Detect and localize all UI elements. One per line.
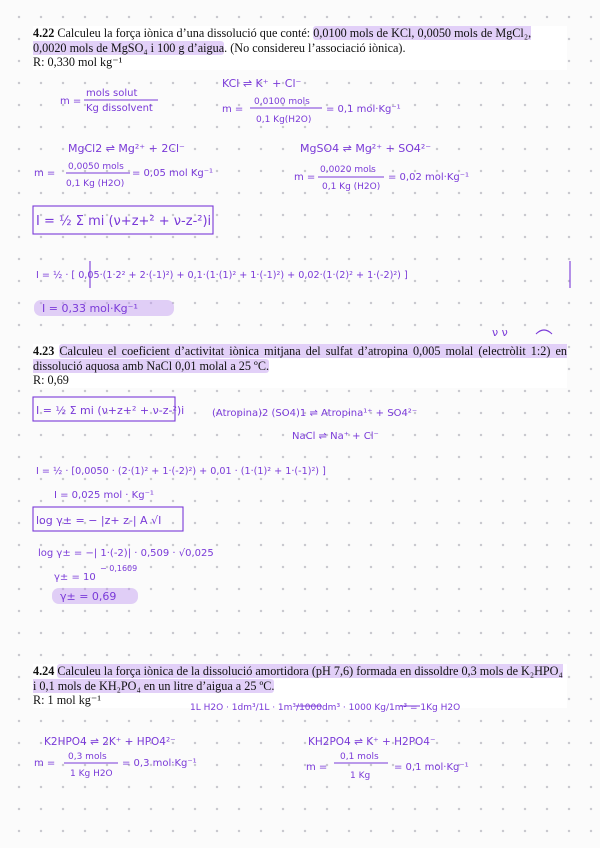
kh2po4-den: 1 Kg	[350, 771, 371, 781]
mgso4-result: = 0,02 mol·Kg⁻¹	[388, 172, 470, 183]
mgcl2-result: = 0,05 mol Kg⁻¹	[132, 168, 214, 179]
k2hpo4-lhs: m =	[34, 758, 56, 769]
mgcl2-den: 0,1 Kg (H2O)	[66, 179, 125, 189]
problem-text: Calculeu la força iònica de la dissolució amortidora (pH 7,6) formada en dissoldre 0,3 mols de K₂HPO₄ i 0,1 mols de KH₂PO₄ en un litre d’aigua a 25 ºC.	[33, 664, 563, 693]
problem-answer: R: 1 mol kg⁻¹	[33, 693, 101, 707]
nacl-equilibrium: NaCl ⇌ Na⁺ + Cl⁻	[292, 431, 379, 442]
gamma-exponent: − 0,1609	[100, 564, 138, 573]
k2hpo4-num: 0,3 mols	[68, 752, 107, 762]
atropine-equilibrium: (Atropina)2 (SO4)1 ⇌ Atropina¹⁺ + SO4²⁻	[212, 408, 418, 419]
mgso4-lhs: m =	[294, 172, 316, 183]
unit-conversion: 1L H2O · 1dm³/1L · 1m³/1000dm³ · 1000 Kg/1m³ = 1Kg H2O	[190, 703, 461, 713]
problem-text-tail: . (No considereu l’associació iònica).	[224, 40, 406, 55]
k2hpo4-result: = 0,3 mol·Kg⁻¹	[122, 758, 197, 769]
ionic-strength-calc: I = ½ · [0,0050 · (2·(1)² + 1·(-2)²) + 0,01 · (1·(1)² + 1·(-1)²) ]	[36, 466, 326, 477]
nu-labels: ν ν	[492, 326, 508, 339]
kcl-den: 0,1 Kg(H2O)	[256, 115, 312, 125]
kh2po4-equilibrium: KH2PO4 ⇌ K⁺ + H2PO4⁻	[308, 736, 436, 748]
kcl-equilibrium: KCl ⇌ K⁺ + Cl⁻	[222, 77, 302, 90]
ionic-strength-value: I = 0,025 mol · Kg⁻¹	[54, 490, 154, 501]
mgcl2-equilibrium: MgCl2 ⇌ Mg²⁺ + 2Cl⁻	[68, 142, 185, 155]
mgso4-num: 0,0020 mols	[320, 165, 376, 175]
mgso4-den: 0,1 Kg (H2O)	[322, 182, 381, 192]
molal-definition-lhs: m =	[60, 96, 82, 107]
kcl-lhs: m =	[222, 104, 244, 115]
k2hpo4-equilibrium: K2HPO4 ⇌ 2K⁺ + HPO4²⁻	[44, 736, 176, 748]
ionic-strength-calc: I = ½ · [ 0,05·(1·2² + 2·(-1)²) + 0,1·(1·(1)² + 1·(-1)²) + 0,02·(1·(2)² + 1·(-2)²) ]	[36, 270, 408, 281]
debye-huckel-formula: log γ± = − |z+ z-| A √I	[36, 514, 162, 527]
k2hpo4-den: 1 Kg H2O	[70, 769, 113, 779]
mgcl2-num: 0,0050 mols	[68, 162, 124, 172]
problem-text: Calculeu la força iònica d’una dissolució que conté:	[57, 26, 314, 40]
kcl-num: 0,0100 mols	[254, 97, 310, 107]
ionic-strength-formula: I = ½ Σ mi (ν+z+² + ν-z-²)i	[36, 404, 185, 417]
problem-answer: R: 0,330 mol kg⁻¹	[33, 55, 123, 69]
kh2po4-result: = 0,1 mol·Kg⁻¹	[394, 762, 469, 773]
kh2po4-num: 0,1 mols	[340, 752, 379, 762]
molal-definition-num: mols solut	[86, 88, 138, 99]
kh2po4-lhs: m =	[306, 762, 328, 773]
problem-number: 4.24	[33, 664, 55, 678]
debye-huckel-calc: log γ± = −| 1·(-2)| · 0,509 · √0,025	[38, 548, 214, 559]
problem-number: 4.22	[33, 26, 55, 40]
ionic-strength-formula: I = ½ Σ mi (ν+z+² + ν-z-²)i	[36, 214, 212, 229]
mgso4-equilibrium: MgSO4 ⇌ Mg²⁺ + SO4²⁻	[300, 142, 432, 155]
highlighted-data: 0,0100 mols de KCl, 0,0050 mols de MgCl₂, 0,0020 mols de MgSO₄ i 100 g d’aigua	[33, 26, 532, 55]
gamma-exponential: γ± = 10	[54, 572, 96, 583]
problem-number: 4.23	[33, 344, 55, 358]
gamma-result: γ± = 0,69	[60, 590, 117, 603]
mgcl2-lhs: m =	[34, 168, 56, 179]
problem-text: Calculeu el coeficient d’activitat iònica mitjana del sulfat d’atropina 0,005 molal (electròlit 1:2) en dissolució aquosa amb NaCl 0,01 molal a 25 ºC.	[33, 344, 567, 373]
problem-answer: R: 0,69	[33, 373, 69, 387]
molal-definition-den: Kg dissolvent	[86, 103, 153, 114]
kcl-result: = 0,1 mol·Kg⁻¹	[326, 104, 401, 115]
ionic-strength-result: I = 0,33 mol·Kg⁻¹	[42, 302, 138, 315]
